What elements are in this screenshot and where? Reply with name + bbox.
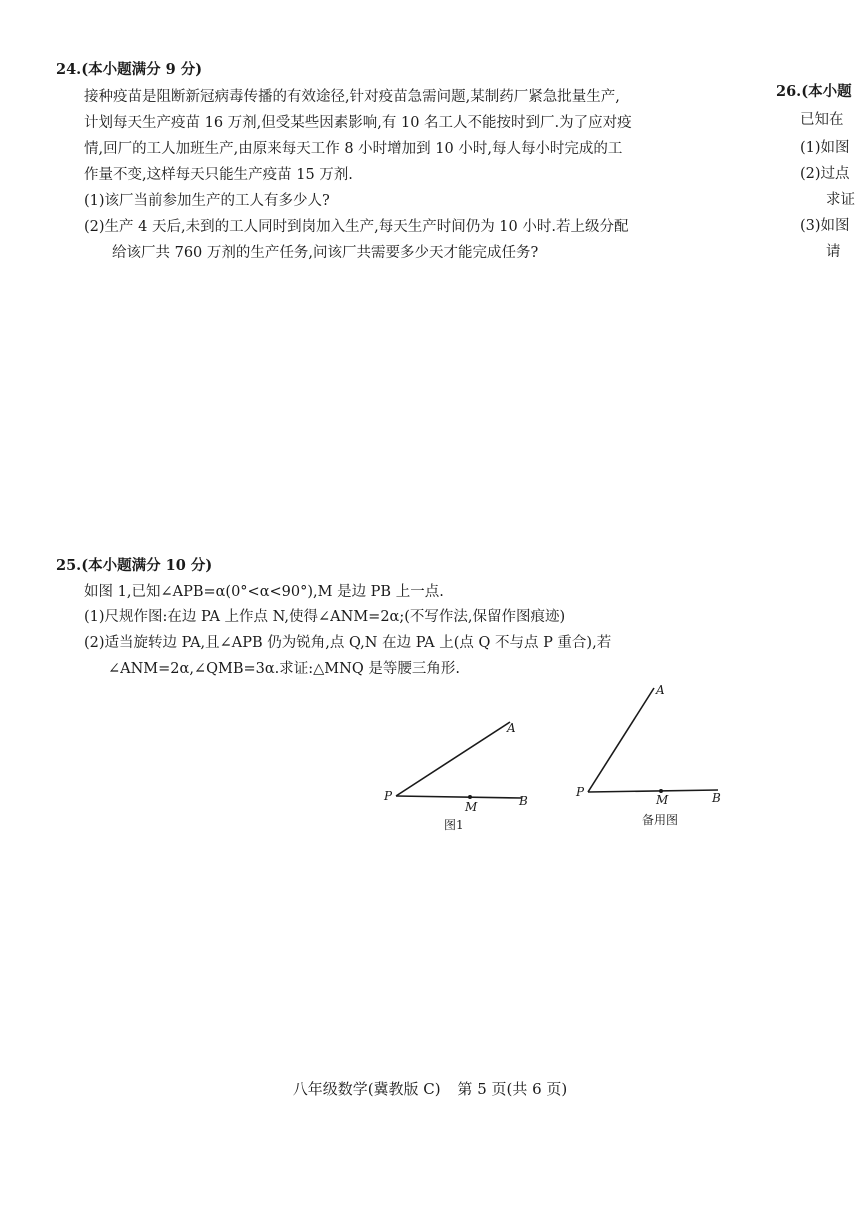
spare-figure-caption: 备用图 [642, 813, 679, 827]
q24-text-line-2: 计划每天生产疫苗 16 万剂,但受某些因素影响,有 10 名工人不能按时到厂.为了应对疫 [84, 115, 632, 131]
q26-clipped-column [776, 0, 860, 300]
figure-1-caption: 图1 [444, 818, 464, 832]
q25-figure-spare [572, 680, 732, 840]
label-a: A [507, 721, 516, 735]
q24-header: 24.(本小题满分 9 分) [56, 61, 203, 78]
q25-header: 25.(本小题满分 10 分) [56, 557, 213, 574]
point-m-dot [468, 795, 472, 799]
footer-page-number: 第 5 页(共 6 页) [457, 1080, 568, 1098]
ray-pb [396, 796, 522, 798]
q26-line-6: 请 [826, 244, 841, 260]
q24-part-2b: 给该厂共 760 万剂的生产任务,问该厂共需要多少天才能完成任务? [112, 245, 539, 261]
q25-figure-1 [380, 712, 550, 842]
q26-line-3: (2)过点 [800, 166, 850, 182]
q24-text-line-1: 接种疫苗是阻断新冠病毒传播的有效途径,针对疫苗急需问题,某制药厂紧急批量生产, [84, 89, 620, 105]
q26-line-4: 求证 [826, 192, 855, 208]
q24-text-line-3: 情,回厂的工人加班生产,由原来每天工作 8 小时增加到 10 小时,每人每小时完成的工 [84, 141, 623, 157]
label-m: M [656, 793, 669, 807]
footer-subject: 八年级数学(冀教版 C) [292, 1080, 441, 1098]
label-a: A [656, 683, 665, 697]
label-p: P [384, 789, 393, 803]
label-p: P [576, 785, 585, 799]
label-m: M [465, 800, 478, 814]
label-b: B [712, 791, 721, 805]
ray-pa [588, 688, 654, 792]
label-b: B [519, 794, 528, 808]
q25-part-2b: ∠ANM=2α,∠QMB=3α.求证:△MNQ 是等腰三角形. [108, 661, 460, 677]
q24-part-1: (1)该厂当前参加生产的工人有多少人? [84, 193, 330, 209]
ray-pb [588, 790, 718, 792]
ray-pa [396, 722, 510, 796]
page-footer [0, 1078, 860, 1099]
q26-line-2: (1)如图 [800, 140, 850, 156]
q24-text-line-4: 作量不变,这样每天只能生产疫苗 15 万剂. [84, 167, 353, 183]
q26-line-1: 已知在 [800, 112, 844, 128]
q26-header: 26.(本小题 [776, 83, 852, 100]
q25-intro: 如图 1,已知∠APB=α(0°<α<90°),M 是边 PB 上一点. [84, 584, 444, 600]
q24-part-2a: (2)生产 4 天后,未到的工人同时到岗加入生产,每天生产时间仍为 10 小时.若上级分配 [84, 219, 629, 235]
q25-part-1: (1)尺规作图:在边 PA 上作点 N,使得∠ANM=2α;(不写作法,保留作图痕迹) [84, 609, 566, 625]
q26-line-5: (3)如图 [800, 218, 850, 234]
q25-part-2a: (2)适当旋转边 PA,且∠APB 仍为锐角,点 Q,N 在边 PA 上(点 Q 不与点 P 重合),若 [84, 635, 612, 651]
